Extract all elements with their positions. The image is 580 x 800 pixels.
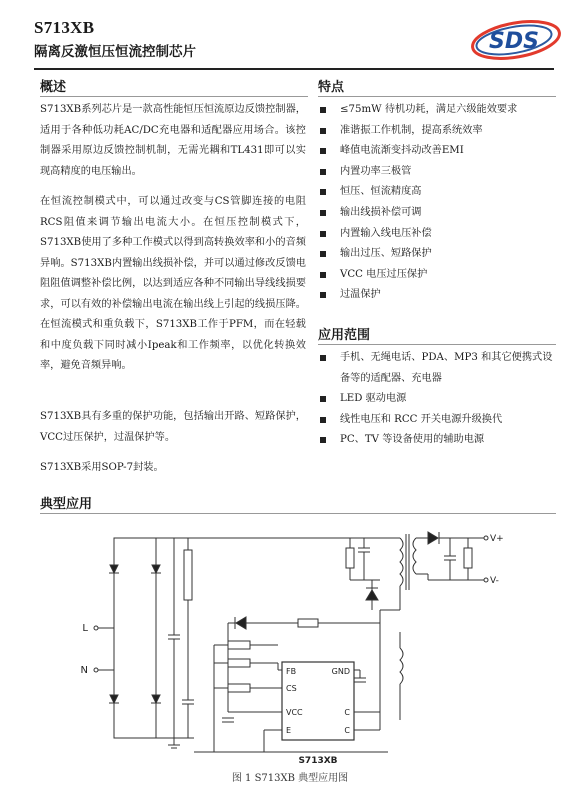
overview-heading: 概述 bbox=[40, 80, 67, 95]
overview-paragraph-1: S713XB系列芯片是一款高性能恒压恒流原边反馈控制器，适用于各种低功耗AC/DC充电器和适配器应用场合。该控制器采用原边反馈控制机制，无需光耦和TL431即可以实现高精度的电压输出。 bbox=[40, 104, 306, 177]
list-item: 手机、无绳电话、PDA、MP3 和其它便携式设备等的适配器、充电器 bbox=[318, 348, 558, 389]
list-item: 峰值电流渐变抖动改善EMI bbox=[318, 141, 558, 162]
bullet-icon bbox=[320, 128, 326, 134]
features-list bbox=[318, 100, 558, 306]
list-item: 输出线损补偿可调 bbox=[318, 203, 558, 224]
bullet-icon bbox=[320, 417, 326, 423]
list-item: 恒压、恒流精度高 bbox=[318, 182, 558, 203]
part-number: S713XB bbox=[34, 18, 95, 37]
bullet-icon bbox=[320, 107, 326, 113]
logo-text: SDS bbox=[489, 29, 539, 54]
document-title: 隔离反激恒压恒流控制芯片 bbox=[34, 44, 196, 60]
typical-application-rule bbox=[40, 513, 556, 514]
input-label-l: L bbox=[82, 623, 88, 634]
list-item: 过温保护 bbox=[318, 285, 558, 306]
features-heading: 特点 bbox=[318, 80, 345, 95]
pin-label-fb: FB bbox=[286, 667, 297, 676]
typical-application-circuit bbox=[80, 520, 508, 770]
list-item: 线性电压和 RCC 开关电源升级换代 bbox=[318, 410, 558, 431]
list-item: VCC 电压过压保护 bbox=[318, 265, 558, 286]
pin-label-c2: C bbox=[344, 726, 350, 735]
applications-heading: 应用范围 bbox=[318, 328, 371, 343]
list-item: 内置输入线电压补偿 bbox=[318, 224, 558, 245]
features-rule bbox=[318, 96, 556, 97]
applications-rule bbox=[318, 344, 556, 345]
bullet-icon bbox=[320, 272, 326, 278]
list-item: LED 驱动电源 bbox=[318, 389, 558, 410]
pin-label-c1: C bbox=[344, 708, 350, 717]
list-item: 准谐振工作机制，提高系统效率 bbox=[318, 121, 558, 142]
overview-paragraph-3: S713XB具有多重的保护功能，包括输出开路、短路保护，VCC过压保护，过温保护等。 bbox=[40, 411, 306, 443]
input-label-n: N bbox=[80, 665, 88, 676]
pin-label-cs: CS bbox=[286, 684, 297, 693]
bullet-icon bbox=[320, 292, 326, 298]
overview-paragraph-4: S713XB采用SOP-7封装。 bbox=[40, 462, 164, 473]
bullet-icon bbox=[320, 251, 326, 257]
list-item: PC、TV 等设备使用的辅助电源 bbox=[318, 430, 558, 451]
bullet-icon bbox=[320, 437, 326, 443]
overview-rule bbox=[40, 96, 308, 97]
applications-list bbox=[318, 348, 558, 451]
output-label-vplus: V+ bbox=[490, 534, 504, 544]
bullet-icon bbox=[320, 231, 326, 237]
bullet-icon bbox=[320, 355, 326, 361]
page-header bbox=[34, 18, 554, 68]
header-rule bbox=[34, 68, 554, 70]
pin-label-gnd: GND bbox=[331, 667, 350, 676]
pin-label-e: E bbox=[286, 726, 292, 735]
pin-label-vcc: VCC bbox=[286, 708, 303, 717]
list-item: 输出过压、短路保护 bbox=[318, 244, 558, 265]
bullet-icon bbox=[320, 189, 326, 195]
list-item: ≤75mW 待机功耗，满足六级能效要求 bbox=[318, 100, 558, 121]
output-label-vminus: V- bbox=[490, 576, 499, 586]
sds-logo bbox=[464, 18, 564, 62]
bullet-icon bbox=[320, 396, 326, 402]
chip-label: S713XB bbox=[298, 756, 338, 766]
bullet-icon bbox=[320, 210, 326, 216]
figure-caption: 图 1 S713XB 典型应用图 bbox=[231, 773, 349, 784]
overview-paragraph-2: 在恒流控制模式中，可以通过改变与CS管脚连接的电阻RCS阻值来调节输出电流大小。在恒压控制模式下，S713XB使用了多种工作模式以得到高转换效率和小的音频异响。S713XB内置输出线损补偿，并可以通过修改反馈电阻阻值调整补偿比例，以达到适应各种不同输出导线线损要求，可以有效的补偿输出电流在输出线上引起的线损压降。在恒流模式和重负载下，S713XB工作于PFM，而在轻载和中度负载下同时减小Ipeak和工作频率，以优化转换效率，避免音频异响。 bbox=[40, 196, 306, 371]
typical-application-heading: 典型应用 bbox=[40, 497, 93, 512]
bullet-icon bbox=[320, 169, 326, 175]
list-item: 内置功率三极管 bbox=[318, 162, 558, 183]
bullet-icon bbox=[320, 148, 326, 154]
